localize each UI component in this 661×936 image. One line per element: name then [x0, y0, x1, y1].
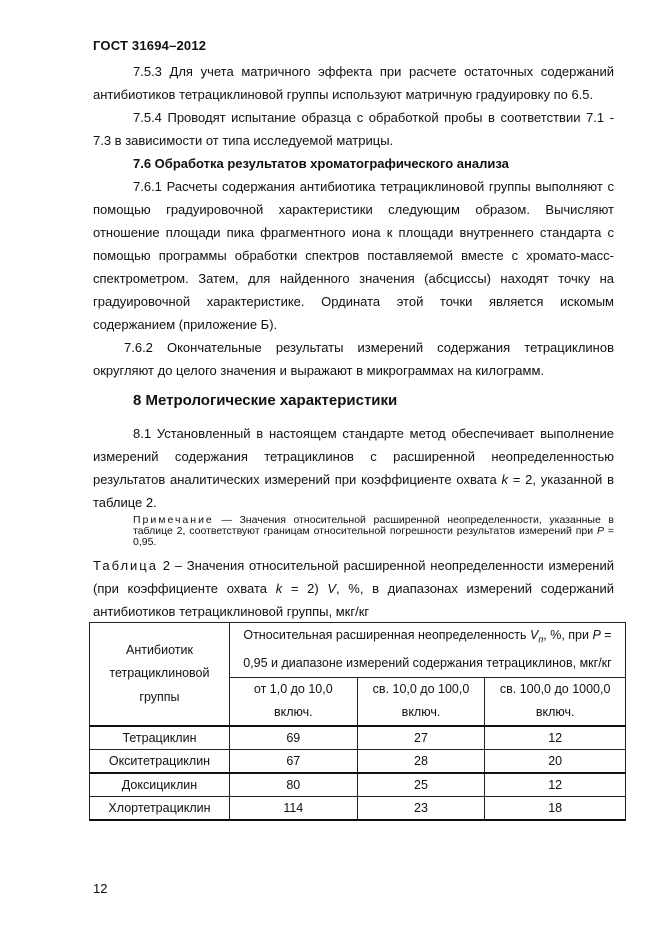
- note-p: P: [596, 525, 604, 537]
- table-cell-antibiotic: Хлортетрациклин: [90, 796, 230, 820]
- table-header-uncertainty: [229, 623, 625, 678]
- table-cell-value: 28: [357, 749, 485, 773]
- table-caption-label: Таблица: [93, 558, 158, 573]
- table-cell-antibiotic: Тетрациклин: [90, 726, 230, 750]
- table-header-range-3: св. 100,0 до 1000,0 включ.: [485, 677, 626, 726]
- table-header-antibiotic: Антибиотик тетрациклиновой группы: [90, 623, 230, 726]
- paragraph-8-1: [93, 422, 614, 514]
- table-cell-value: 25: [357, 773, 485, 797]
- table-row: [90, 773, 626, 797]
- group-header-sub: п: [538, 634, 544, 645]
- table-caption-v: V: [327, 581, 336, 596]
- note-end: = 0,95.: [133, 525, 614, 548]
- section-7-5-7-6: [93, 60, 614, 382]
- table-cell-value: 12: [485, 726, 626, 750]
- section-8-1: [93, 422, 614, 514]
- group-header-v: V: [529, 628, 539, 642]
- group-header-p: P: [592, 628, 601, 642]
- heading-section-8: 8 Метрологические характеристики: [133, 392, 398, 409]
- note-text: — Значения относительной расширенной неопределенности, указанные в таблице 2, соответствуют границам относительной погрешности результатов измерений при: [133, 514, 614, 537]
- paragraph-7-6-1: 7.6.1 Расчеты содержания антибиотика тетрациклиновой группы выполняют с помощью градуировочной характеристики следующим образом. Вычисляют отношение площади пика фрагментного иона к площади внутреннего стандарта с помощью программы обработки спектров поставляемой вместе с хромато-масс-спектрометром. Затем, для найденного значения (абсциссы) находят точку на градуировочной характеристике. Ордината этой точки является искомым содержанием (приложение Б).: [93, 179, 614, 332]
- table-cell-value: 23: [357, 796, 485, 820]
- table-cell-antibiotic: Доксициклин: [90, 773, 230, 797]
- table-cell-value: 80: [229, 773, 357, 797]
- table-row: [90, 796, 626, 820]
- table-caption-text-b: = 2): [282, 581, 328, 596]
- group-header-b: , %, при: [543, 628, 593, 642]
- p81-k: k: [501, 472, 508, 487]
- page-number: 12: [93, 881, 108, 896]
- table-cell-value: 27: [357, 726, 485, 750]
- table-cell-value: 18: [485, 796, 626, 820]
- document-header: ГОСТ 31694–2012: [93, 38, 207, 53]
- paragraph-7-5-3: 7.5.3 Для учета матричного эффекта при расчете остаточных содержаний антибиотиков тетрациклиновой группы используют матричную градуировку по 6.5.: [93, 64, 614, 102]
- p81-text-a: 8.1 Установленный в настоящем стандарте метод обеспечивает выполнение измерений содержания тетрациклинов с расширенной неопределенностью результатов аналитических измерений при коэффициенте охвата: [93, 426, 614, 487]
- table-row: [90, 726, 626, 750]
- paragraph-7-5-4: 7.5.4 Проводят испытание образца с обработкой пробы в соответствии 7.1 - 7.3 в зависимости от типа исследуемой матрицы.: [93, 110, 614, 148]
- table-caption-text-a: 2 – Значения относительной расширенной неопределенности измерений (при коэффициенте охвата: [93, 558, 614, 596]
- table-header-range-1: от 1,0 до 10,0 включ.: [229, 677, 357, 726]
- table-cell-value: 12: [485, 773, 626, 797]
- table-row: [90, 749, 626, 773]
- heading-7-6: 7.6 Обработка результатов хроматографического анализа: [133, 156, 509, 171]
- table-cell-value: 20: [485, 749, 626, 773]
- paragraph-7-6-2: 7.6.2 Окончательные результаты измерений содержания тетрациклинов округляют до целого значения и выражают в микрограммах на килограмм.: [93, 340, 614, 378]
- table-cell-antibiotic: Окситетрациклин: [90, 749, 230, 773]
- table-caption-k: k: [275, 581, 283, 596]
- uncertainty-table: [89, 622, 626, 821]
- note-label: Примечание: [133, 514, 214, 526]
- table-cell-value: 67: [229, 749, 357, 773]
- table-caption-text-c: , %, в диапазонах измерений содержаний антибиотиков тетрациклиновой группы, мкг/кг: [93, 581, 614, 619]
- group-header-a: Относительная расширенная неопределенность: [243, 628, 530, 642]
- note: [93, 515, 614, 548]
- group-header-c: = 0,95 и диапазоне измерений содержания тетрациклинов, мкг/кг: [243, 628, 612, 670]
- table-cell-value: 69: [229, 726, 357, 750]
- table-header-range-2: св. 10,0 до 100,0 включ.: [357, 677, 485, 726]
- table-caption: [93, 554, 614, 623]
- p81-text-b: = 2, указанной в таблице 2.: [93, 472, 615, 510]
- table-cell-value: 114: [229, 796, 357, 820]
